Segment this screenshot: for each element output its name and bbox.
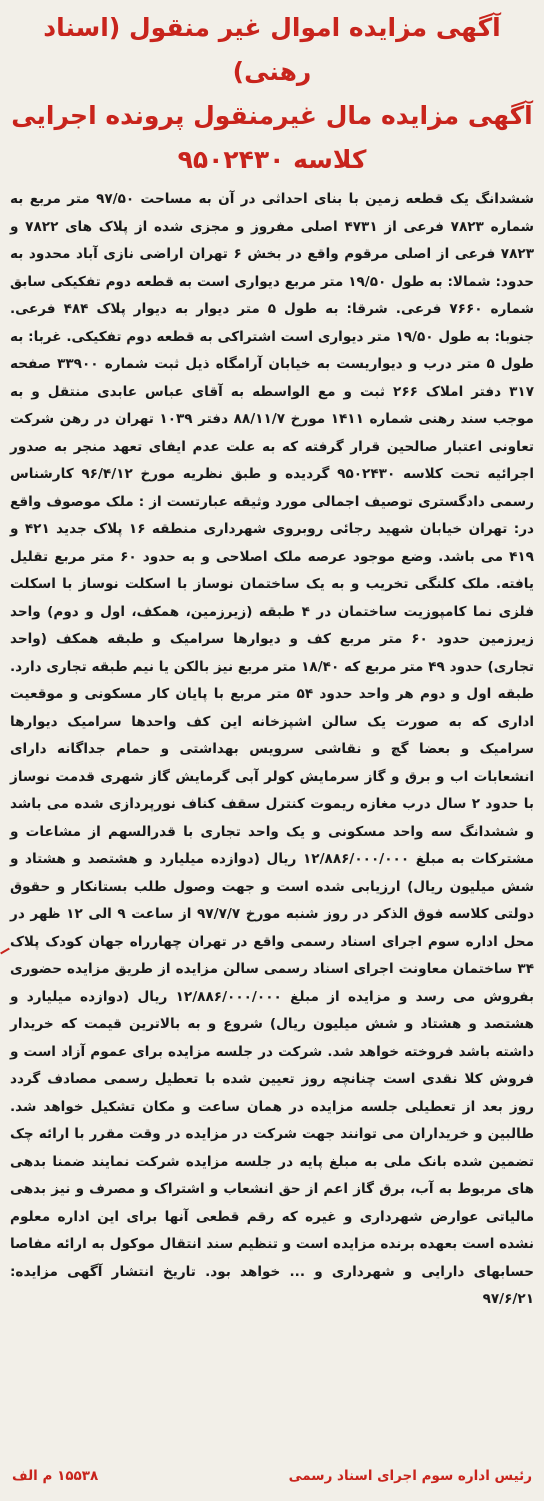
signature-line: رئیس اداره سوم اجرای اسناد رسمی xyxy=(288,1468,532,1484)
notice-title: آگهی مزایده اموال غیر منقول (اسناد رهنی) xyxy=(43,13,501,86)
ad-code: ۱۵۵۳۸ م الف xyxy=(12,1468,99,1484)
notice-footer xyxy=(12,1468,532,1484)
margin-mark xyxy=(0,948,10,955)
notice-subtitle: آگهی مزایده مال غیرمنقول پرونده اجرایی xyxy=(11,101,533,130)
notice-body: ششدانگ یک قطعه زمین با بنای احداثی در آن به مساحت ۹۷/۵۰ متر مربع به شماره ۷۸۲۳ فرعی از ۴۷۳۱ اصلی مفروز و مجزی شده از پلاک های ۷۸۲۲ و ۷۸۲۳ فرعی از اصلی مرقوم واقع در بخش ۶ تهران اراضی نازی آباد محدود به حدود: شمالا: به طول ۱۹/۵۰ متر مربع دیواری است به قطعه دوم تفکیکی سابق شماره ۷۶۶۰ فرعی. شرقا: به طول ۵ متر دیوار به دیوار پلاک ۴۸۴ فرعی. جنوبا: به طول ۱۹/۵۰ متر دیواری است اشتراکی به قطعه دوم تفکیکی. غربا: به طول ۵ متر درب و دیواریست به خیابان آرامگاه ذیل ثبت شماره ۳۳۹۰۰ صفحه ۳۱۷ دفتر املاک ۲۶۶ ثبت و مع الواسطه به آقای عباس عابدی منتقل و به موجب سند رهنی شماره ۱۴۱۱ مورخ ۸۸/۱۱/۷ دفتر ۱۰۳۹ تهران در رهن شرکت تعاونی اعتبار صالحین قرار گرفته که به علت عدم ایفای تعهد منجر به صدور اجرائیه تحت کلاسه ۹۵۰۲۴۳۰ گردیده و طبق نظریه مورخ ۹۶/۴/۱۲ کارشناس رسمی دادگستری توصیف اجمالی مورد وثیقه عبارتست از : ملک موصوف واقع در: تهران خیابان شهید رجائی روبروی شهرداری منطقه ۱۶ پلاک جدید ۴۲۱ و ۴۱۹ می باشد. وضع موجود عرصه ملک اصلاحی و به حدود ۶۰ متر مربع تقلیل یافته. ملک کلنگی تخریب و به یک ساختمان نوساز با اسکلت نوساز با اسکلت فلزی نما کامپوزیت ساختمان در ۴ طبقه (زیرزمین، همکف، اول و دوم) واحد زیرزمین حدود ۶۰ متر مربع کف و دیوارها سرامیک و طبقه همکف (واحد تجاری) حدود ۴۹ متر مربع که ۱۸/۴۰ متر مربع نیز بالکن یا نیم طبقه تجاری دارد. طبقه اول و دوم هر واحد حدود ۵۴ متر مربع با پایان کار مسکونی و موقعیت اداری که به صورت یک سالن اشپزخانه این کف واحدها سرامیک دیوارها سرامیک و بعضا گچ و نقاشی سرویس بهداشتی و حمام جداگانه دارای انشعابات اب و برق و گاز سرمایش کولر آبی گرمایش گاز شهری قدمت نوساز با حدود ۲ سال درب مغازه ریموت کنترل سقف کناف نورپردازی شده می باشد و ششدانگ سه واحد مسکونی و یک واحد تجاری با قدرالسهم از مشاعات و مشترکات به مبلغ ۱۲/۸۸۶/۰۰۰/۰۰۰ ریال (دوازده میلیارد و هشتصد و هشتاد و شش میلیون ریال) ارزیابی شده است و جهت وصول طلب بستانکار و حقوق دولتی کلاسه فوق الذکر در روز شنبه مورخ ۹۷/۷/۷ از ساعت ۹ الی ۱۲ ظهر در محل اداره سوم اجرای اسناد رسمی واقع در تهران چهارراه جهان کودک پلاک ۳۴ ساختمان معاونت اجرای اسناد رسمی سالن مزایده از طریق مزایده حضوری بفروش می رسد و مزایده از مبلغ ۱۲/۸۸۶/۰۰۰/۰۰۰ ریال (دوازده میلیارد و هشتصد و هشتاد و شش میلیون ریال) شروع و به بالاترین قیمت که خریدار داشته باشد فروخته خواهد شد. شرکت در جلسه مزایده برای عموم آزاد است و فروش کلا نقدی است چنانچه روز تعیین شده با تعطیل رسمی مصادف گردد روز بعد از تعطیلی جلسه مزایده در همان ساعت و مکان تشکیل خواهد شد. طالبین و خریداران می توانند جهت شرکت در مزایده در وقت مقرر با ارائه چک تضمین شده بانک ملی به مبلغ پایه در جلسه مزایده شرکت نمایند ضمنا بدهی های مربوط به آب، برق گاز اعم از حق انشعاب و اشتراک و مصرف و نیز بدهی مالیاتی عوارض شهرداری و غیره که رقم قطعی آنها برای این اداره معلوم نشده است بعهده برنده مزایده است و تنظیم سند انتقال موکول به ارائه مفاصا حسابهای دارایی و شهرداری و ... خواهد بود. تاریخ انتشار آگهی مزایده: ۹۷/۶/۲۱ xyxy=(10,191,535,1307)
case-number: کلاسه ۹۵۰۲۴۳۰ xyxy=(177,145,367,174)
